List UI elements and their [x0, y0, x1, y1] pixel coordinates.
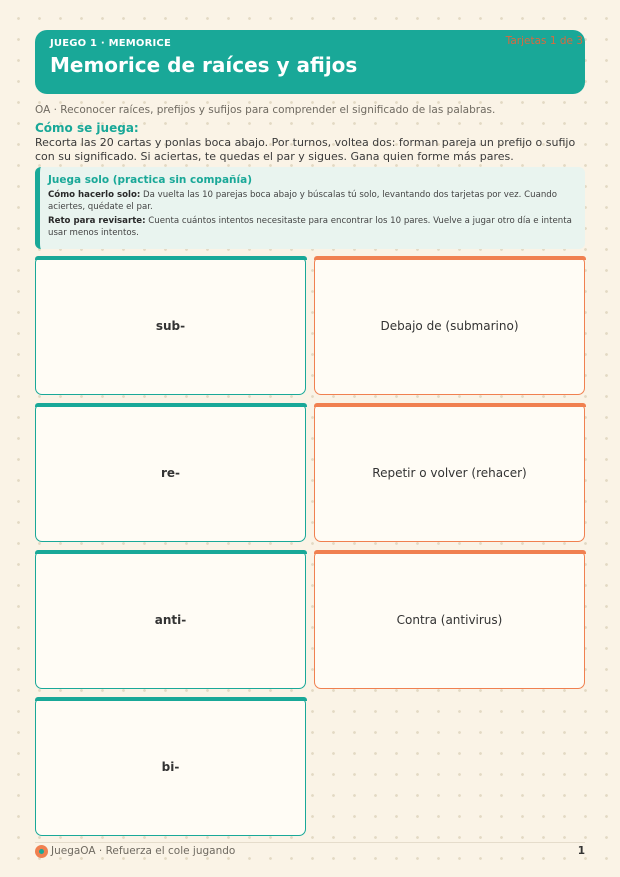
solo-challenge-label: Reto para revisarte: [48, 216, 146, 226]
page-footer [35, 843, 585, 859]
footer-brand: JuegaOA · Refuerza el cole jugando [51, 845, 236, 857]
solo-challenge-text: Cuenta cuántos intentos necesitaste para encontrar los 10 pares. Vuelve a jugar otro día e intenta usar menos intentos. [48, 216, 572, 238]
solo-how-paragraph [48, 189, 575, 213]
prefix-card[interactable]: anti- [35, 550, 306, 689]
page-number: 1 [577, 845, 585, 857]
solo-play-title: Juega solo (practica sin compañía) [48, 174, 252, 186]
how-to-play-title: Cómo se juega: [35, 121, 139, 135]
meaning-card[interactable]: Contra (antivirus) [314, 550, 585, 689]
meaning-card[interactable]: Repetir o volver (rehacer) [314, 403, 585, 542]
solo-how-text: Da vuelta las 10 parejas boca abajo y búscalas tú solo, levantando dos tarjetas por vez. Cuando aciertes, quédate el par. [48, 190, 558, 212]
solo-play-box [35, 167, 585, 249]
meaning-card[interactable]: Debajo de (submarino) [314, 256, 585, 395]
game-kicker: JUEGO 1 · MEMORICE [50, 38, 172, 49]
card-set-indicator: Tarjetas 1 de 3 [505, 35, 583, 47]
prefix-card[interactable]: bi- [35, 697, 306, 836]
page-title: Memorice de raíces y afijos [50, 53, 358, 77]
solo-challenge-paragraph [48, 215, 575, 239]
prefix-card[interactable]: re- [35, 403, 306, 542]
learning-objective: OA · Reconocer raíces, prefijos y sufijos para comprender el significado de las palabras. [35, 104, 496, 116]
prefix-card[interactable]: sub- [35, 256, 306, 395]
brand-logo-icon [35, 845, 48, 858]
how-to-play-text: Recorta las 20 cartas y ponlas boca abajo. Por turnos, voltea dos: forman pareja un prefijo o sufijo con su significado. Si aciertas, te quedas el par y sigues. Gana quien forme más pares. [35, 136, 576, 163]
game-header [35, 30, 585, 94]
solo-how-label: Cómo hacerlo solo: [48, 190, 141, 200]
